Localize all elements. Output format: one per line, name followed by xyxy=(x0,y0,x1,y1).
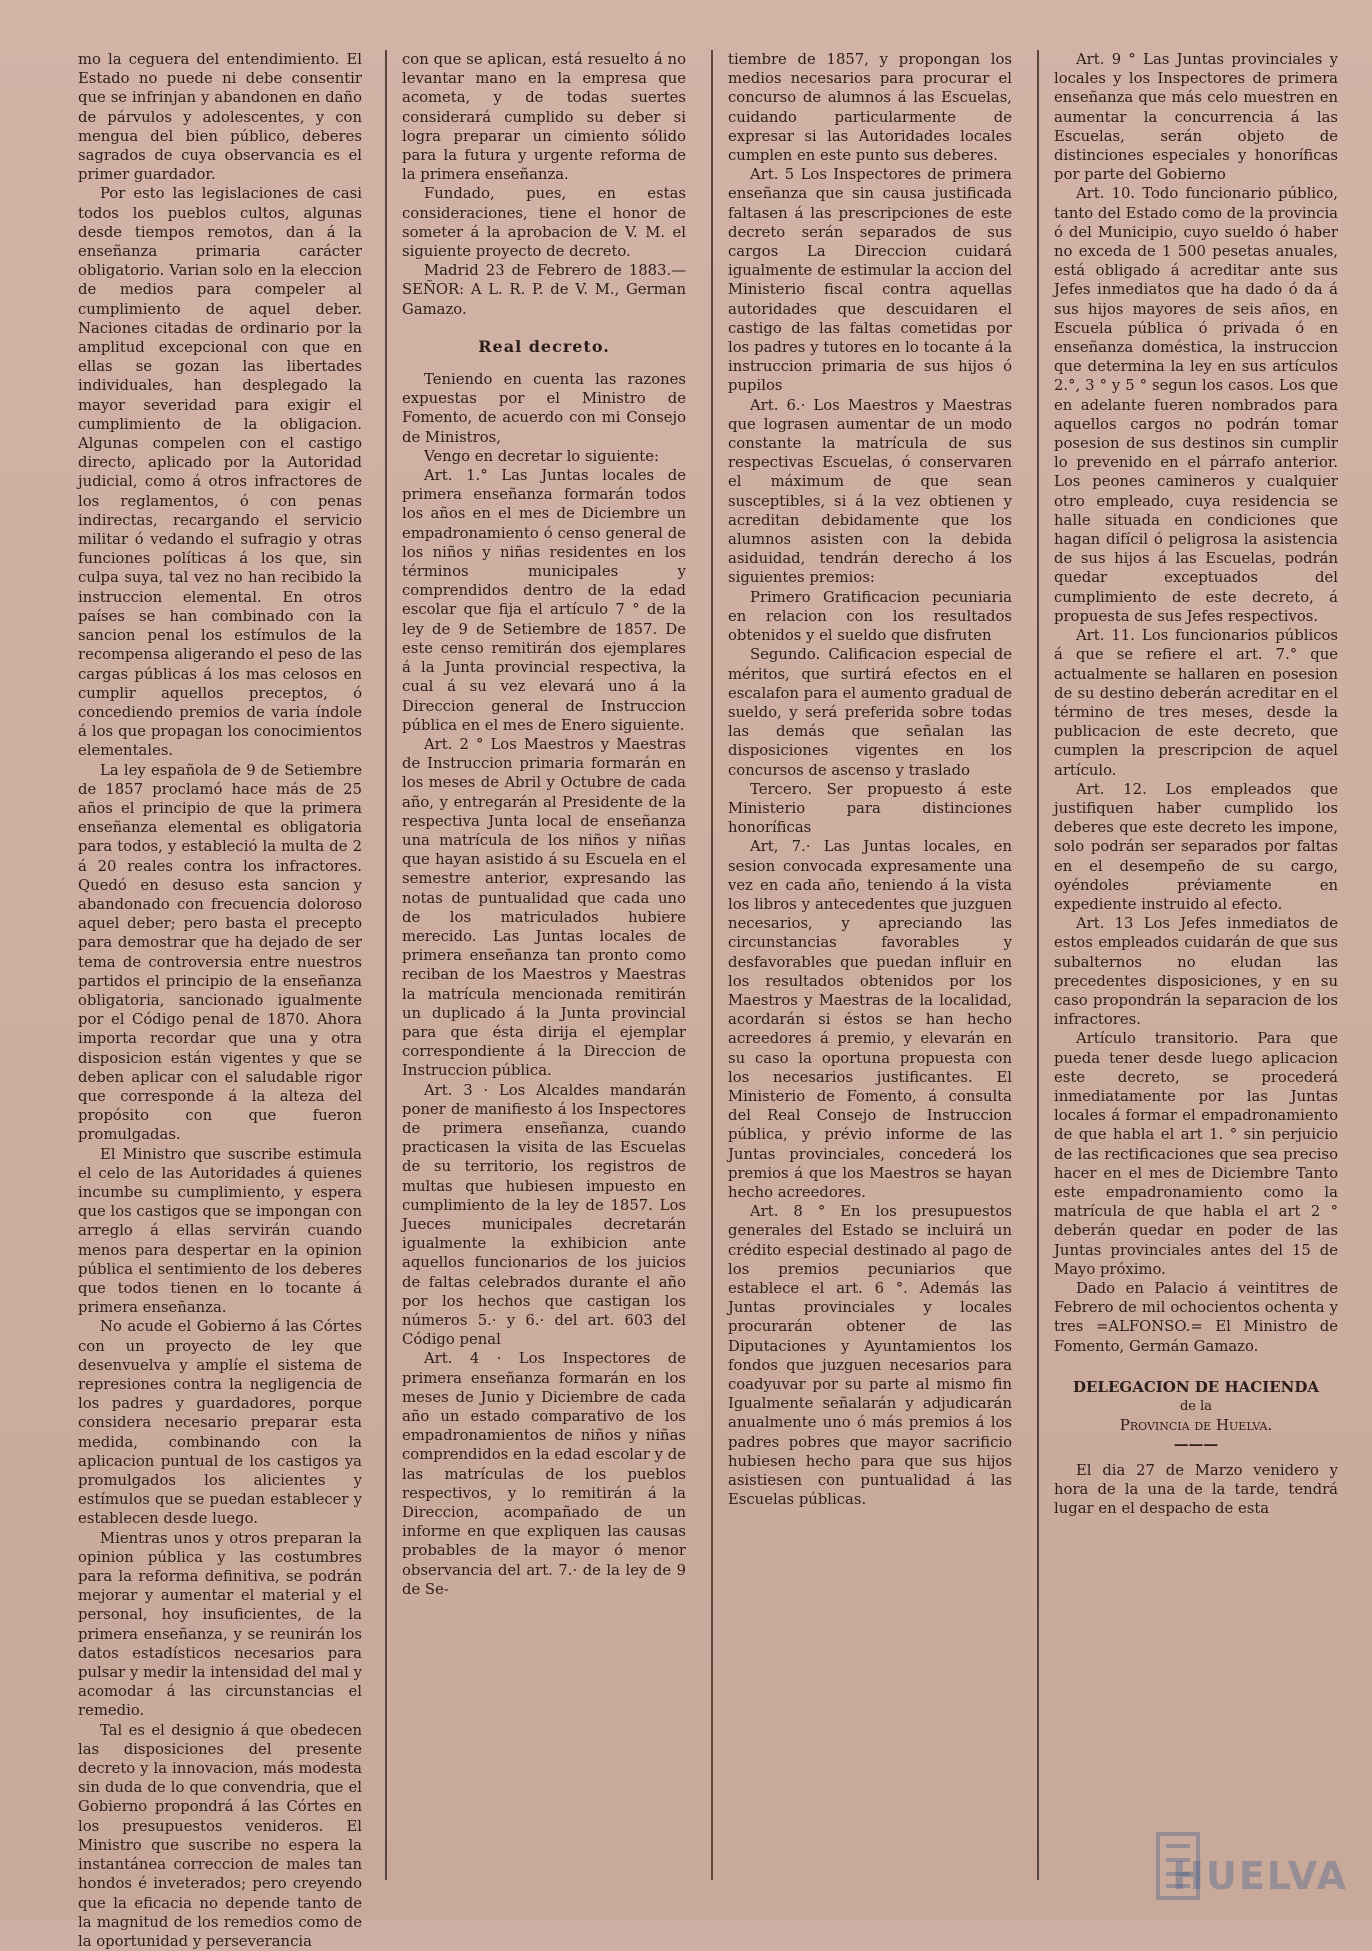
paragraph: No acude el Gobierno á las Córtes con un proyecto de ley que desenvuelva y amplíe el sistema de represiones contra la negligencia de los padres y guardadores, porque considera necesario preparar esta medida, combinando con la aplicacion puntual de los castigos ya promulgados los alicientes y estímulos que se puedan establecer y establecen desde luego. xyxy=(78,1318,362,1528)
section-heading-real-decreto: Real decreto. xyxy=(478,336,610,356)
paragraph: Dado en Palacio á veintitres de Febrero de mil ochocientos ochenta y tres =ALFONSO.= El Ministro de Fomento, Germán Gamazo. xyxy=(1054,1280,1338,1355)
section-heading-de-la: de la xyxy=(1179,1399,1213,1415)
paragraph: La ley española de 9 de Setiembre de 1857 proclamó hace más de 25 años el principio de que la primera enseñanza elemental es obligatoria para todos, y estableció la multa de 2 á 20 reales contra los infractores. Quedó en desuso esta sancion y abandonado con frecuencia doloroso aquel deber; pero basta el precepto para demostrar que ha dejado de ser tema de controversia entre nuestros partidos el principio de la enseñanza obligatoria, sancionado igualmente por el Código penal de 1870. Ahora importa recordar que una y otra disposicion están vigentes y que se deben aplicar con el saludable rigor que corresponde á la alteza del propósito con que fueron promulgadas. xyxy=(78,761,362,1144)
column-3 xyxy=(728,50,1012,1509)
column-rule xyxy=(1037,50,1039,1880)
archive-watermark: HUELVA xyxy=(1172,1854,1348,1898)
paragraph: Fundado, pues, en estas consideraciones, tiene el honor de someter á la aprobacion de V. M. el siguiente proyecto de decreto. xyxy=(402,185,686,261)
paragraph: El dia 27 de Marzo venidero y hora de la una de la tarde, tendrá lugar en el despacho de esta xyxy=(1054,1461,1338,1518)
paragraph: El Ministro que suscribe estimula el celo de las Autoridades á quienes incumbe su cumplimiento, y espera que los castigos que se impongan con arreglo á ellas servirán cuando menos para despertar en la opinion pública el sentimiento de los deberes que todos tienen en lo tocante á primera enseñanza. xyxy=(78,1145,362,1317)
column-rule xyxy=(385,50,387,1880)
paragraph: tiembre de 1857, y propongan los medios necesarios para procurar el concurso de alumnos á las Escuelas, cuidando particularmente de expresar si las Autoridades locales cumplen en este punto sus deberes. xyxy=(728,51,1012,165)
column-1 xyxy=(78,50,362,1951)
column-2 xyxy=(402,50,686,1599)
paragraph: Vengo en decretar lo siguiente: xyxy=(424,447,659,465)
column-4 xyxy=(1054,50,1338,1518)
paragraph: Art. 2 ° Los Maestros y Maestras de Instruccion primaria formarán en los meses de Abril y Octubre de cada año, y entregarán al Presidente de la respectiva Junta local de enseñanza una matrícula de los niños y niñas que hayan asistido á su Escuela en el semestre anterior, expresando las notas de puntualidad que cada uno de los matriculados hubiere merecido. Las Juntas locales de primera enseñanza tan pronto como reciban de los Maestros y Maestras la matrícula mencionada remitirán un duplicado á la Junta provincial para que ésta dirija el ejemplar correspondiente á la Direccion de Instruccion pública. xyxy=(402,735,686,1080)
paragraph: Madrid 23 de Febrero de 1883.— SEÑOR: A L. R. P. de V. M., German Gamazo. xyxy=(402,262,686,318)
paragraph: Art. 11. Los funcionarios públicos á que se refiere el art. 7.° que actualmente se hallaren en posesion de su destino deberán acreditar en el término de tres meses, desde la publicacion de este decreto, que cumplen la prescripcion de aquel artículo. xyxy=(1054,627,1338,779)
column-rule xyxy=(711,50,713,1880)
paragraph: Art. 3 · Los Alcaldes mandarán poner de manifiesto á los Inspectores de primera enseñanza, cuando practicasen la visita de las Escuelas de su territorio, los registros de multas que hubiesen impuesto en cumplimiento de la ley de 1857. Los Jueces municipales decretarán igualmente la exhibicion ante aquellos funcionarios de los juicios de faltas celebrados durante el año por los hechos que castigan los números 5.· y 6.· del art. 603 del Código penal xyxy=(402,1081,686,1349)
paragraph: Art. 10. Todo funcionario público, tanto del Estado como de la provincia ó del Municipio, cuyo sueldo ó haber no exceda de 1 500 pesetas anuales, está obligado á acreditar ante sus Jefes inmediatos que ha dado ó da á sus hijos mayores de seis años, en Escuela pública ó privada ó en enseñanza doméstica, la instruccion que determina la ley en sus artículos 2.°, 3 ° y 5 ° segun los casos. Los que en adelante fueren nombrados para aquellos cargos no podrán tomar posesion de sus destinos sin cumplir lo prevenido en el párrafo anterior. Los peones camineros y cualquier otro empleado, cuya residencia se halle situada en condiciones que hagan difícil ó peligrosa la asistencia de sus hijos á las Escuelas, podrán quedar exceptuados del cumplimiento de este decreto, á propuesta de sus Jefes respectivos. xyxy=(1054,185,1338,625)
paragraph: Artículo transitorio. Para que pueda tener desde luego aplicacion este decreto, se procederá inmediatamente por las Juntas locales á formar el empadronamiento de que habla el art 1. ° sin perjuicio de las rectificaciones que sea preciso hacer en el mes de Diciembre Tanto este empadronamiento como la matrícula de que habla el art 2 ° deberán quedar en poder de las Juntas provinciales antes del 15 de Mayo próximo. xyxy=(1054,1030,1338,1278)
paragraph: Mientras unos y otros preparan la opinion pública y las costumbres para la reforma definitiva, se podrán mejorar y aumentar el material y el personal, hoy insuficientes, de la primera enseñanza, y se reunirán los datos estadísticos necesarios para pulsar y medir la intensidad del mal y acomodar á las circunstancias el remedio. xyxy=(78,1529,362,1720)
paragraph: mo la ceguera del entendimiento. El Estado no puede ni debe consentir que se infrinjan y abandonen en daño de párvulos y adolescentes, y con mengua del bien público, deberes sagrados de cuya observancia es el primer guardador. xyxy=(78,51,362,184)
paragraph: Art. 12. Los empleados que justifiquen haber cumplido los deberes que este decreto les impone, solo podrán ser separados por faltas en el desempeño de su cargo, oyéndoles préviamente en expediente instruido al efecto. xyxy=(1054,780,1338,913)
paragraph: Art, 7.· Las Juntas locales, en sesion convocada expresamente una vez en cada año, teniendo á la vista los libros y antecedentes que juzguen necesarios, y apreciando las circunstancias favorables y desfavorables que puedan influir en los resultados obtenidos por los Maestros y Maestras de la localidad, acordarán si éstos se han hecho acreedores á premio, y elevarán en su caso la oportuna propuesta con los necesarios justificantes. El Ministerio de Fomento, á consulta del Real Consejo de Instruccion pública, y prévio informe de las Juntas provinciales, concederá los premios á que los Maestros se hayan hecho acreedores. xyxy=(728,838,1012,1201)
paragraph: Segundo. Calificacion especial de méritos, que surtirá efectos en el escalafon para el aumento gradual de sueldo, y será preferida sobre todas las demás que señalan las disposiciones vigentes en los concursos de ascenso y traslado xyxy=(728,646,1012,779)
paragraph: Tal es el designio á que obedecen las disposiciones del presente decreto y la innovacion, más modesta sin duda de lo que convendria, que el Gobierno propondrá á las Córtes en los presupuestos venideros. El Ministro que suscribe no espera la instantánea correccion de males tan hondos é inveterados; pero creyendo que la eficacia no depende tanto de la magnitud de los remedios como de la oportunidad y perseverancia xyxy=(78,1721,362,1950)
paragraph: Art. 1.° Las Juntas locales de primera enseñanza formarán todos los años en el mes de Diciembre un empadronamiento ó censo general de los niños y niñas residentes en los términos municipales y comprendidos dentro de la edad escolar que fija el artículo 7 ° de la ley de 9 de Setiembre de 1857. De este censo remitirán dos ejemplares á la Junta provincial respectiva, la cual á su vez elevará uno á la Direccion general de Instruccion pública en el mes de Enero siguiente. xyxy=(402,467,686,734)
paragraph: Teniendo en cuenta las razones expuestas por el Ministro de Fomento, de acuerdo con mi Consejo de Ministros, xyxy=(402,371,686,446)
paragraph: Art. 13 Los Jefes inmediatos de estos empleados cuidarán de que sus subalternos no eludan las precedentes disposiciones, y en su caso propondrán la separacion de los infractores. xyxy=(1054,915,1338,1029)
paragraph: Art. 5 Los Inspectores de primera enseñanza que sin causa justificada faltasen á las prescripciones de este decreto serán separados de sus cargos La Direccion cuidará igualmente de estimular la accion del Ministerio fiscal contra aquellas autoridades que descuidaren el castigo de las faltas cometidas por los padres y tutores en lo tocante á la instruccion primaria de sus hijos ó pupilos xyxy=(728,166,1012,395)
paragraph: Art. 4 · Los Inspectores de primera enseñanza formarán en los meses de Junio y Diciembre de cada año un estado comparativo de los empadronamientos de niños y niñas comprendidos en la edad escolar y de las matrículas de los pueblos respectivos, y lo remitirán á la Direccion, acompañado de un informe en que expliquen las causas probables de la mayor ó menor observancia del art. 7.· de la ley de 9 de Se- xyxy=(402,1350,686,1598)
paragraph: con que se aplican, está resuelto á no levantar mano en la empresa que acometa, y de todas suertes considerará cumplido su deber si logra preparar un cimiento sólido para la futura y urgente reforma de la primera enseñanza. xyxy=(402,51,686,184)
paragraph: Primero Gratificacion pecuniaria en relacion con los resultados obtenidos y el sueldo que disfruten xyxy=(728,588,1012,645)
section-divider: ——— xyxy=(1173,1436,1219,1454)
paragraph: Por esto las legislaciones de casi todos los pueblos cultos, algunas desde tiempos remotos, dan á la enseñanza primaria carácter obligatorio. Varian solo en la eleccion de medios para compeler al cumplimiento de aquel deber. Naciones citadas de ordinario por la amplitud excepcional con que en ellas se gozan las libertades individuales, han desplegado la mayor severidad para exigir el cumplimiento de la obligacion. Algunas compelen con el castigo directo, aplicado por la Autoridad judicial, como á otros infractores de los reglamentos, ó con penas indirectas, recargando el servicio militar ó vedando el sufragio y otras funciones políticas á los que, sin culpa suya, tal vez no han recibido la instruccion elemental. En otros países se han combinado con la sancion penal los estímulos de la recompensa aligerando el peso de las cargas públicas á los mas celosos en cumplir aquellos preceptos, ó concediendo premios de varia índole á los que propagan los conocimientos elementales. xyxy=(78,185,362,760)
paragraph: Art. 8 ° En los presupuestos generales del Estado se incluirá un crédito especial destinado al pago de los premios pecuniarios que establece el art. 6 °. Además las Juntas provinciales y locales procurarán obtener de las Diputaciones y Ayuntamientos los fondos que juzguen necesarios para coadyuvar por su parte al mismo fin Igualmente señalarán y adjudicarán anualmente uno ó más premios á los padres pobres que mayor sacrificio hubiesen hecho para que sus hijos asistiesen con puntualidad á las Escuelas públicas. xyxy=(728,1203,1012,1509)
paragraph: Art. 9 ° Las Juntas provinciales y locales y los Inspectores de primera enseñanza que más celo muestren en aumentar la concurrencia á las Escuelas, serán objeto de distinciones especiales y honoríficas por parte del Gobierno xyxy=(1054,51,1338,184)
section-heading-provincia: Provincia de Huelva. xyxy=(1119,1416,1273,1435)
paragraph: Art. 6.· Los Maestros y Maestras que lograsen aumentar de un modo constante la matrícula de sus respectivas Escuelas, ó conservaren el máximum de que sean susceptibles, si á la vez obtienen y acreditan debidamente que los alumnos asisten con la debida asiduidad, tendrán derecho á los siguientes premios: xyxy=(728,396,1012,587)
paragraph: Tercero. Ser propuesto á este Ministerio para distinciones honoríficas xyxy=(728,780,1012,837)
section-heading-delegacion: DELEGACION DE HACIENDA xyxy=(1072,1377,1320,1396)
